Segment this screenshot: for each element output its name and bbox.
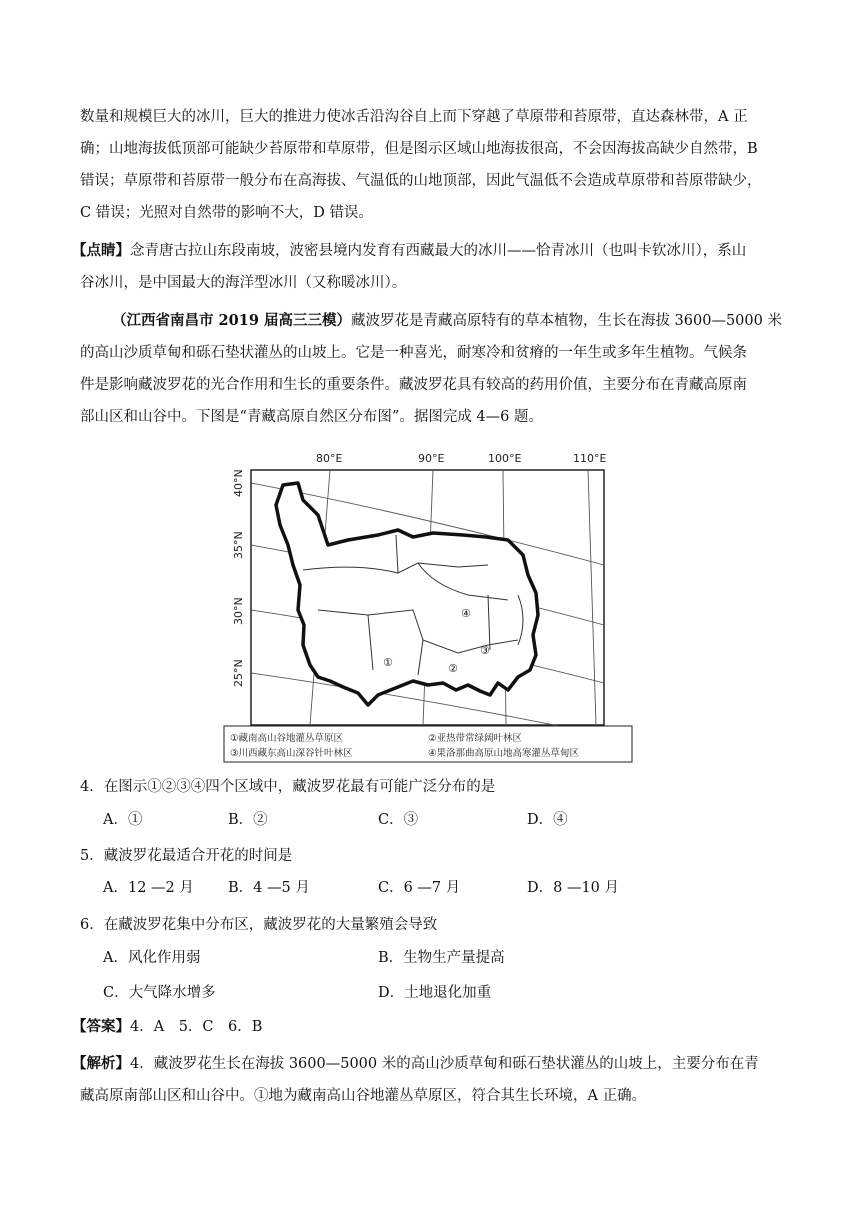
region-mark-4: ④ bbox=[461, 607, 471, 620]
option: A．风化作用弱 bbox=[103, 950, 201, 966]
option: D．④ bbox=[527, 812, 568, 828]
para-line: 确；山地海拔低顶部可能缺少苔原带和草原带，但是图示区域山地海拔很高，不会因海拔高缺少自然带，B bbox=[80, 141, 758, 157]
qinghai-tibet-map bbox=[218, 445, 638, 765]
option: C．③ bbox=[378, 812, 419, 828]
dianjing-line2: 谷冰川，是中国最大的海洋型冰川（又称暖冰川）。 bbox=[80, 275, 407, 291]
question-stem: 5．藏波罗花最适合开花的时间是 bbox=[80, 848, 293, 864]
option: D．8 —10 月 bbox=[527, 880, 620, 896]
lon-label: 90°E bbox=[418, 452, 445, 465]
legend-item: ③川西藏东高山深谷针叶林区 bbox=[230, 748, 353, 759]
option: C．大气降水增多 bbox=[103, 985, 216, 1001]
intro-line4: 部山区和山谷中。下图是“青藏高原自然区分布图”。据图完成 4—6 题。 bbox=[80, 409, 543, 425]
lat-label: 35°N bbox=[232, 531, 245, 559]
map-svg bbox=[218, 445, 638, 765]
option: A．① bbox=[103, 812, 143, 828]
region-mark-3: ③ bbox=[480, 644, 490, 657]
analysis-line1: 【解析】4．藏波罗花生长在海拔 3600—5000 米的高山沙质草甸和砾石垫状灌丛的山坡上，主要分布在青 bbox=[72, 1055, 759, 1072]
option: A．12 —2 月 bbox=[103, 880, 194, 896]
para-line: C 错误；光照对自然带的影响不大，D 错误。 bbox=[80, 205, 373, 221]
lat-label: 30°N bbox=[232, 597, 245, 625]
option: B．生物生产量提高 bbox=[378, 950, 505, 966]
intro-line1: （江西省南昌市 2019 届高三三模）藏波罗花是青藏高原特有的草本植物，生长在海拔 3600—5000 米 bbox=[112, 312, 782, 329]
dianjing-tag: 【点睛】 bbox=[72, 242, 130, 259]
answer-tag: 【答案】 bbox=[72, 1018, 130, 1035]
lon-label: 100°E bbox=[488, 452, 522, 465]
question-source: （江西省南昌市 2019 届高三三模） bbox=[112, 312, 351, 329]
legend-item: ②亚热带常绿阔叶林区 bbox=[428, 733, 523, 744]
answer-line bbox=[72, 1011, 786, 1043]
legend-item: ④果洛那曲高原山地高寒灌丛草甸区 bbox=[428, 748, 580, 759]
option: B．② bbox=[228, 812, 268, 828]
lon-label: 110°E bbox=[573, 452, 607, 465]
region-mark-1: ① bbox=[383, 656, 393, 669]
option: B．4 —5 月 bbox=[228, 880, 310, 896]
question-stem: 4．在图示①②③④四个区域中，藏波罗花最有可能广泛分布的是 bbox=[80, 779, 496, 795]
para-line: 数量和规模巨大的冰川，巨大的推进力使冰舌沿沟谷自上而下穿越了草原带和苔原带，直达森林带，A 正 bbox=[80, 109, 748, 125]
dianjing-line1: 【点睛】念青唐古拉山东段南坡，波密县境内发育有西藏最大的冰川——恰青冰川（也叫卡钦冰川），系山 bbox=[72, 242, 747, 259]
para-line: 错误；草原带和苔原带一般分布在高海拔、气温低的山地顶部，因此气温低不会造成草原带和苔原带缺少， bbox=[80, 173, 762, 189]
lat-label: 40°N bbox=[232, 469, 245, 497]
intro-line3: 件是影响藏波罗花的光合作用和生长的重要条件。藏波罗花具有较高的药用价值，主要分布在青藏高原南 bbox=[80, 377, 747, 393]
lat-label: 25°N bbox=[232, 659, 245, 687]
question-stem: 6．在藏波罗花集中分布区，藏波罗花的大量繁殖会导致 bbox=[80, 917, 438, 933]
region-mark-2: ② bbox=[448, 662, 458, 675]
option: C．6 —7 月 bbox=[378, 880, 461, 896]
legend-item: ①藏南高山谷地灌丛草原区 bbox=[230, 733, 344, 744]
analysis-line2: 藏高原南部山区和山谷中。①地为藏南高山谷地灌丛草原区，符合其生长环境，A 正确。 bbox=[80, 1088, 647, 1104]
option: D．土地退化加重 bbox=[378, 985, 492, 1001]
lon-label: 80°E bbox=[316, 452, 343, 465]
analysis-tag: 【解析】 bbox=[72, 1055, 130, 1072]
answer-text: 4．A 5．C 6．B bbox=[130, 1019, 263, 1035]
intro-line2: 的高山沙质草甸和砾石垫状灌丛的山坡上。它是一种喜光，耐寒冷和贫瘠的一年生或多年生植物。气候条 bbox=[80, 345, 747, 361]
